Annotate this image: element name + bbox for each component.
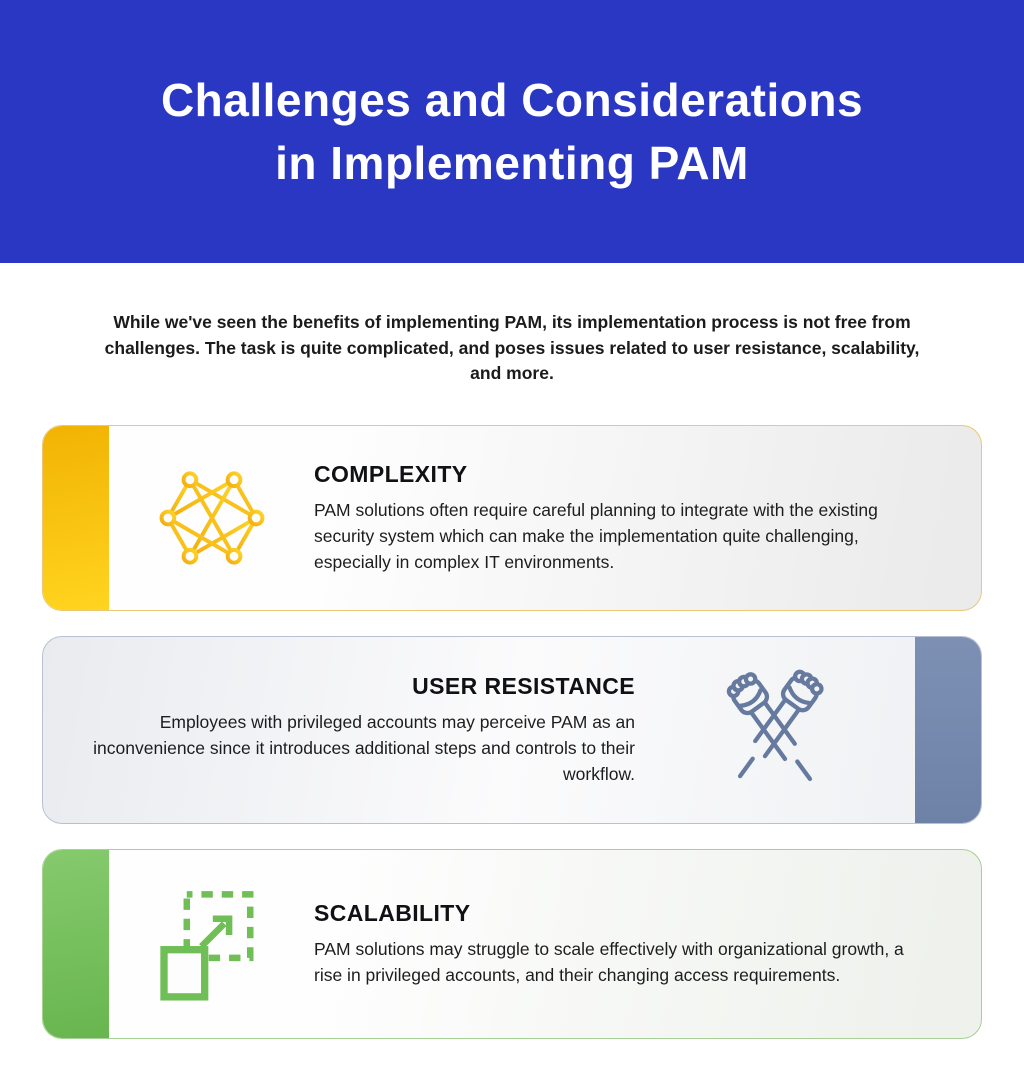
- scalability-body: PAM solutions may struggle to scale effectively with organizational growth, a rise in privileged accounts, and their changing access requirements.: [314, 938, 904, 985]
- complexity-icon-box: [109, 426, 314, 610]
- complexity-accent-bar: [43, 426, 109, 610]
- card-user-resistance: [42, 636, 982, 824]
- card-complexity: [42, 425, 982, 611]
- resistance-body: Employees with privileged accounts may perceive PAM as an inconvenience since it introduces additional steps and controls to their workflow.: [93, 711, 635, 784]
- scalability-accent-bar: [43, 850, 109, 1038]
- header-banner: [0, 0, 1024, 263]
- challenge-cards: [42, 425, 982, 1039]
- scalability-title: SCALABILITY: [314, 899, 471, 926]
- complexity-text: [314, 426, 981, 610]
- crossed-fists-icon: [705, 660, 845, 800]
- resistance-icon-box: [635, 637, 915, 823]
- scalability-text: [314, 850, 981, 1038]
- complexity-body: PAM solutions often require careful planning to integrate with the existing security system which can make the implementation quite challenging, especially in complex IT environments.: [314, 499, 878, 572]
- page-title-line-2: in Implementing PAM: [275, 136, 749, 189]
- resistance-title: USER RESISTANCE: [412, 672, 635, 699]
- card-scalability: [42, 849, 982, 1039]
- complexity-title: COMPLEXITY: [314, 460, 468, 487]
- resistance-accent-bar: [915, 637, 981, 823]
- network-mesh-icon: [154, 460, 270, 576]
- resistance-text: [43, 637, 635, 823]
- scale-expand-icon: [151, 883, 273, 1005]
- scalability-icon-box: [109, 850, 314, 1038]
- page-title-line-1: Challenges and Considerations: [160, 73, 864, 126]
- intro-text: While we've seen the benefits of implementing PAM, its implementation process is not free from challenges. The task is quite complicated, and poses issues related to user resistance, scalability, and more.: [104, 312, 920, 383]
